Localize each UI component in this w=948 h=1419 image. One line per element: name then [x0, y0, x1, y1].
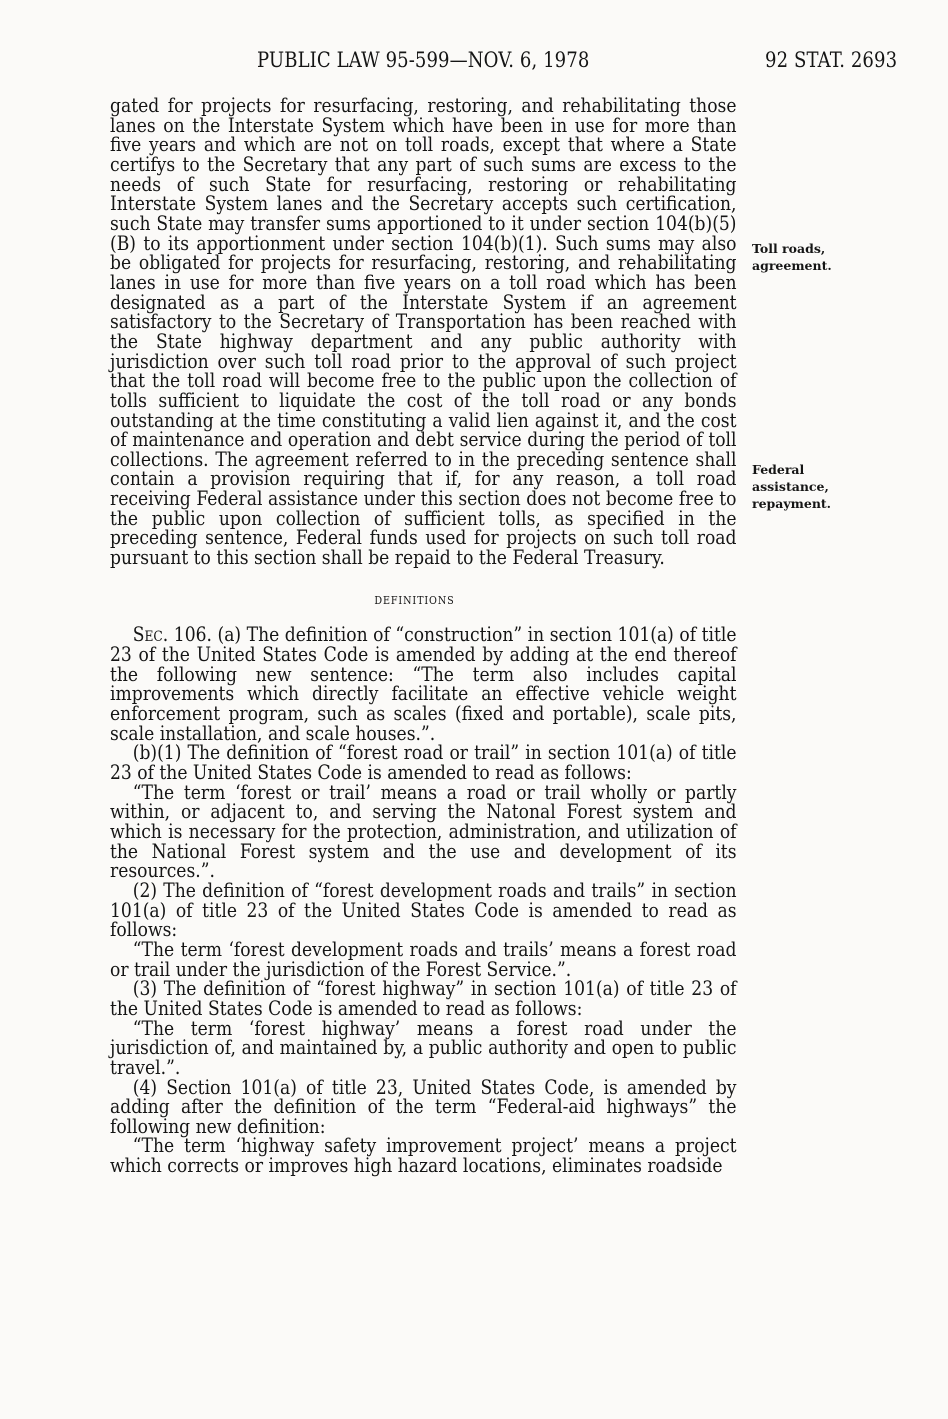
paragraph-b3: (3) The definition of “forest highway” in section 101(a) of title 23 of the United States Code is amended to read as follows:	[110, 977, 737, 1020]
page-header-title: PUBLIC LAW 95-599—NOV. 6, 1978	[257, 48, 590, 72]
margin-note-toll-roads: Toll roads, agreement.	[752, 241, 832, 273]
paragraph-b2: (2) The definition of “forest development roads and trails” in section 101(a) of title 23 of the United States Code is amended to read as follows:	[110, 878, 737, 942]
paragraph-b1-quote: “The term ‘forest or trail’ means a road or trail wholly or partly within, or adjacent to, and serving the Natonal Forest system and which is necessary for the protection, administration, and utilization of the National Forest system and the use and development of its resources.”.	[110, 780, 737, 883]
page-header-stat-citation: 92 STAT. 2693	[765, 48, 898, 72]
paragraph-continuation: gated for projects for resurfacing, restoring, and rehabilitating those lanes on the Interstate System which have been in use for more than five years and which are not on toll roads, except that where a State certifys to the Secretary that any part of such sums are excess to the needs of such State for resurfacing, restoring or rehabilitating Interstate System lanes and the Secretary accepts such certification, such State may transfer sums apportioned to it under section 104(b)(5)(B) to its apportionment under section 104(b)(1). Such sums may also be obligated for projects for resurfacing, restoring, and rehabilitating lanes in use for more than five years on a toll road which has been designated as a part of the Interstate System if an agreement satisfactory to the Secretary of Transportation has been reached with the State highway department and any public authority with jurisdiction over such toll road prior to the approval of such project that the toll road will become free to the public upon the collection of tolls sufficient to liquidate the cost of the toll road or any bonds outstanding at the time constituting a valid lien against it, and the cost of maintenance and operation and debt service during the period of toll collections. The agreement referred to in the preceding sentence shall contain a provision requiring that if, for any reason, a toll road receiving Federal assistance under this section does not become free to the public upon collection of sufficient tolls, as specified in the preceding sentence, Federal funds used for projects on such toll road pursuant to this section shall be repaid to the Federal Treasury.	[110, 94, 737, 570]
paragraph-b4: (4) Section 101(a) of title 23, United States Code, is amended by adding after the definition of the term “Federal-aid highways” the following new definition:	[110, 1075, 737, 1138]
section-number-label: Sec. 106.	[132, 623, 212, 647]
paragraph-b3-quote: “The term ‘forest highway’ means a forest road under the jurisdiction of, and maintained by, a public authority and open to public travel.”.	[110, 1016, 737, 1079]
section-heading-definitions: DEFINITIONS	[374, 593, 455, 607]
margin-note-federal-assistance: Federal assistance, repayment.	[752, 462, 832, 511]
sec-106-a-text: (a) The definition of “construction” in section 101(a) of title 23 of the United States Code is amended by adding at the end thereof the following new sentence: “The term also includes capital improvements which directly facilitate an effective vehicle weight enforcement program, such as scales (fixed and portable), scale pits, scale installation, and scale houses.”.	[110, 623, 737, 745]
statute-body	[110, 96, 737, 1176]
paragraph-b4-quote: “The term ‘highway safety improvement project’ means a project which corrects or improves high hazard locations, eliminates roadside	[110, 1134, 737, 1178]
paragraph-b1: (b)(1) The definition of “forest road or trail” in section 101(a) of title 23 of the United States Code is amended to read as follows:	[110, 741, 737, 784]
paragraph-b2-quote: “The term ‘forest development roads and trails’ means a forest road or trail under the jurisdiction of the Forest Service.”.	[110, 937, 737, 981]
paragraph-sec-106-a	[110, 625, 737, 743]
